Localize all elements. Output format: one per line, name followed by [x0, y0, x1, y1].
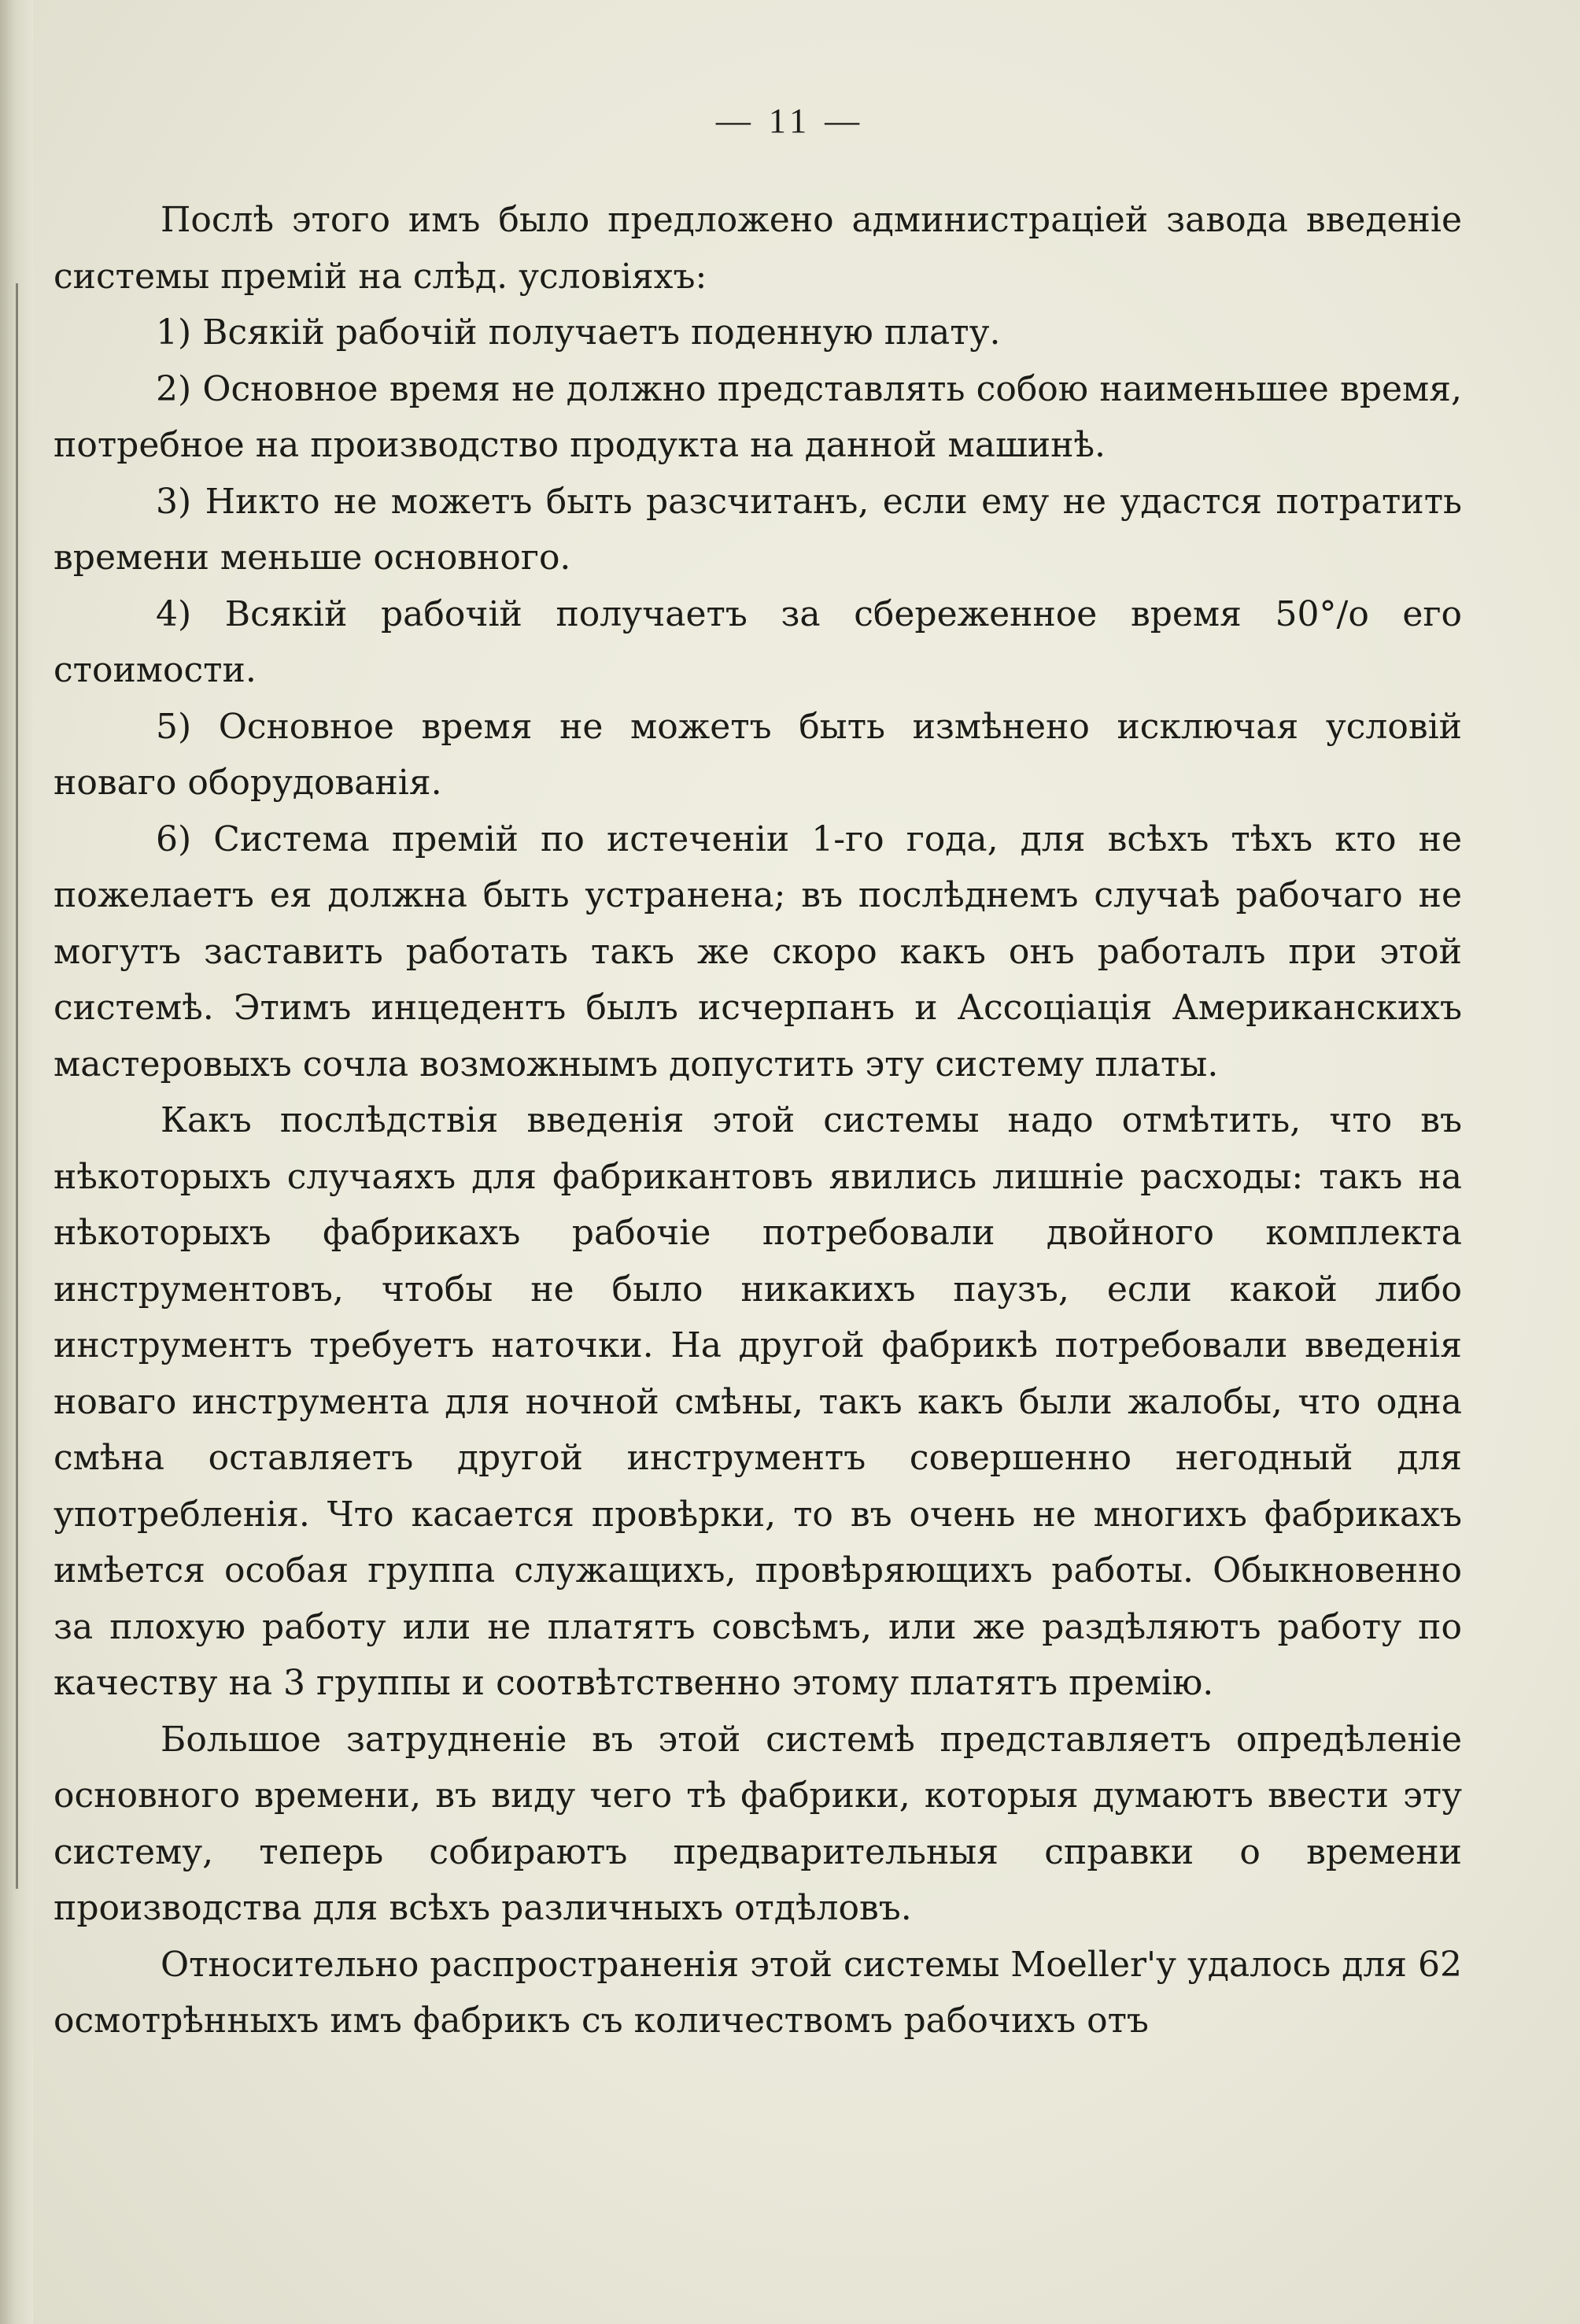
condition-6: 6) Система премій по истеченіи 1-го года, для всѣхъ тѣхъ кто не пожелаетъ ея должна быть устранена; въ послѣднемъ случаѣ рабочаго не могутъ заставить работать такъ же скоро какъ онъ работалъ при этой системѣ. Этимъ инцедентъ былъ исчерпанъ и Ассоціація Американскихъ мастеровыхъ сочла возможнымъ допустить эту систему платы.	[54, 818, 1462, 1084]
paragraph-distribution: Относительно распространенія этой системы Moeller'у удалось для 62 осмотрѣнныхъ имъ фабрикъ съ количествомъ рабочихъ отъ	[54, 1944, 1462, 2041]
condition-4: 4) Всякій рабочій получаетъ за сбереженное время 50°/о его стоимости.	[54, 593, 1462, 690]
paragraph-difficulty: Большое затрудненіе въ этой системѣ представляетъ опредѣленіе основного времени, въ виду чего тѣ фабрики, которыя думаютъ ввести эту систему, теперь собираютъ предварительныя справки о времени производства для всѣхъ различныхъ отдѣловъ.	[54, 1719, 1462, 1928]
binding-shadow-line	[16, 283, 18, 1889]
page-number: — 11 —	[715, 102, 865, 140]
paragraph-intro: Послѣ этого имъ было предложено администраціей завода введеніе системы премій на слѣд. условіяхъ:	[54, 200, 1462, 297]
body-text	[54, 192, 1462, 2049]
condition-5: 5) Основное время не можетъ быть измѣнено исключая условій новаго оборудованія.	[54, 706, 1462, 803]
condition-3: 3) Никто не можетъ быть разсчитанъ, если ему не удастся потратить времени меньше основного.	[54, 481, 1462, 578]
paragraph-consequences: Какъ послѣдствія введенія этой системы надо отмѣтить, что въ нѣкоторыхъ случаяхъ для фабрикантовъ явились лишніе расходы: такъ на нѣкоторыхъ фабрикахъ рабочіе потребовали двойного комплекта инструментовъ, чтобы не было никакихъ паузъ, если какой либо инструментъ требуетъ наточки. На другой фабрикѣ потребовали введенія новаго инструмента для ночной смѣны, такъ какъ были жалобы, что одна смѣна оставляетъ другой инструментъ совершенно негодный для употребленія. Что касается провѣрки, то въ очень не многихъ фабрикахъ имѣется особая группа служащихъ, провѣряющихъ работы. Обыкновенно за плохую работу или не платятъ совсѣмъ, или же раздѣляютъ работу по качеству на 3 группы и соотвѣтственно этому платятъ премію.	[54, 1100, 1462, 1703]
condition-2: 2) Основное время не должно представлять собою наименьшее время, потребное на производство продукта на данной машинѣ.	[54, 368, 1462, 465]
condition-1: 1) Всякій рабочій получаетъ поденную плату.	[156, 312, 1001, 353]
